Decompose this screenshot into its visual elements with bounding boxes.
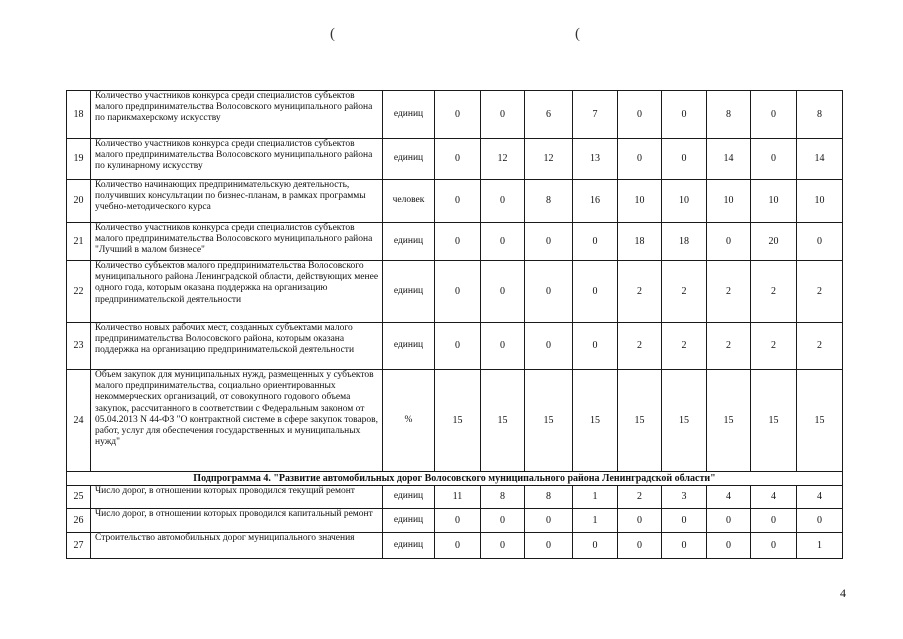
row-value-8: 0 [751, 139, 797, 180]
row-value-2: 0 [481, 261, 525, 323]
row-value-9: 8 [797, 91, 843, 139]
row-value-8: 0 [751, 509, 797, 533]
row-description: Количество участников конкурса среди специалистов субъектов малого предпринимательства Волосовского муниципального района "Лучший в малом бизнесе" [91, 223, 383, 261]
row-value-7: 15 [707, 370, 751, 472]
row-value-2: 0 [481, 323, 525, 370]
row-unit: единиц [383, 509, 435, 533]
row-value-9: 1 [797, 533, 843, 559]
row-value-8: 15 [751, 370, 797, 472]
row-value-7: 8 [707, 91, 751, 139]
row-value-6: 15 [662, 370, 707, 472]
row-number: 26 [67, 509, 91, 533]
row-value-4: 7 [573, 91, 618, 139]
row-value-5: 2 [618, 486, 662, 509]
row-value-4: 0 [573, 261, 618, 323]
row-value-6: 0 [662, 139, 707, 180]
table-row [67, 91, 843, 139]
row-value-5: 10 [618, 180, 662, 223]
subprogram-header-row [67, 472, 843, 486]
row-value-5: 0 [618, 509, 662, 533]
row-value-7: 10 [707, 180, 751, 223]
row-value-2: 0 [481, 509, 525, 533]
row-value-3: 8 [525, 180, 573, 223]
row-value-1: 0 [435, 261, 481, 323]
row-unit: единиц [383, 139, 435, 180]
row-value-1: 15 [435, 370, 481, 472]
row-value-6: 2 [662, 323, 707, 370]
row-value-6: 2 [662, 261, 707, 323]
table-section-a [67, 91, 843, 472]
row-value-7: 2 [707, 323, 751, 370]
table-row [67, 486, 843, 509]
row-value-5: 18 [618, 223, 662, 261]
row-value-4: 13 [573, 139, 618, 180]
row-value-6: 0 [662, 509, 707, 533]
row-unit: единиц [383, 323, 435, 370]
row-description: Количество новых рабочих мест, созданных субъектами малого предпринимательства Волосовского района, которым оказана поддержка на организацию предпринимательской деятельности [91, 323, 383, 370]
row-value-9: 0 [797, 223, 843, 261]
row-number: 23 [67, 323, 91, 370]
table-row [67, 370, 843, 472]
row-unit: единиц [383, 486, 435, 509]
row-description: Число дорог, в отношении которых проводился текущий ремонт [91, 486, 383, 509]
row-value-7: 0 [707, 509, 751, 533]
row-value-4: 0 [573, 323, 618, 370]
row-value-8: 0 [751, 91, 797, 139]
row-value-3: 12 [525, 139, 573, 180]
row-value-2: 0 [481, 223, 525, 261]
row-description: Количество начинающих предпринимательскую деятельность, получивших консультации по бизнес-планам, в рамках программы учебно-методического курса [91, 180, 383, 223]
row-value-8: 2 [751, 261, 797, 323]
table-row [67, 180, 843, 223]
page-number: 4 [840, 586, 846, 600]
row-value-4: 1 [573, 486, 618, 509]
row-value-1: 0 [435, 139, 481, 180]
margin-mark-right: ( [575, 26, 580, 42]
row-value-8: 20 [751, 223, 797, 261]
row-description: Количество участников конкурса среди специалистов субъектов малого предпринимательства Волосовского муниципального района по кулинарному искусству [91, 139, 383, 180]
row-value-8: 2 [751, 323, 797, 370]
margin-mark-left: ( [330, 26, 335, 42]
row-value-2: 0 [481, 533, 525, 559]
row-unit: человек [383, 180, 435, 223]
row-value-3: 0 [525, 261, 573, 323]
row-value-5: 0 [618, 533, 662, 559]
table-row [67, 509, 843, 533]
row-unit: % [383, 370, 435, 472]
indicators-table [66, 90, 843, 559]
row-value-1: 11 [435, 486, 481, 509]
row-value-4: 0 [573, 533, 618, 559]
row-number: 25 [67, 486, 91, 509]
row-value-3: 0 [525, 323, 573, 370]
row-value-8: 0 [751, 533, 797, 559]
subprogram-section [67, 472, 843, 486]
row-unit: единиц [383, 91, 435, 139]
row-description: Число дорог, в отношении которых проводился капитальный ремонт [91, 509, 383, 533]
row-value-5: 2 [618, 323, 662, 370]
row-description: Строительство автомобильных дорог муниципального значения [91, 533, 383, 559]
table-row [67, 323, 843, 370]
row-value-4: 1 [573, 509, 618, 533]
row-value-2: 12 [481, 139, 525, 180]
row-value-3: 0 [525, 509, 573, 533]
table-row [67, 223, 843, 261]
row-value-1: 0 [435, 180, 481, 223]
row-value-2: 0 [481, 91, 525, 139]
row-value-9: 4 [797, 486, 843, 509]
table-row [67, 139, 843, 180]
row-value-5: 0 [618, 139, 662, 180]
row-value-9: 2 [797, 323, 843, 370]
row-value-2: 0 [481, 180, 525, 223]
row-value-7: 4 [707, 486, 751, 509]
row-value-1: 0 [435, 323, 481, 370]
row-number: 18 [67, 91, 91, 139]
table-row [67, 261, 843, 323]
row-description: Количество участников конкурса среди специалистов субъектов малого предпринимательства Волосовского муниципального района по парикмахерскому искусству [91, 91, 383, 139]
row-value-8: 4 [751, 486, 797, 509]
row-value-3: 8 [525, 486, 573, 509]
row-value-9: 14 [797, 139, 843, 180]
row-unit: единиц [383, 223, 435, 261]
row-value-7: 0 [707, 223, 751, 261]
row-number: 24 [67, 370, 91, 472]
row-value-3: 0 [525, 223, 573, 261]
row-value-7: 0 [707, 533, 751, 559]
row-unit: единиц [383, 533, 435, 559]
row-value-9: 2 [797, 261, 843, 323]
row-value-9: 0 [797, 509, 843, 533]
table-row [67, 533, 843, 559]
row-value-2: 15 [481, 370, 525, 472]
row-value-1: 0 [435, 223, 481, 261]
row-number: 20 [67, 180, 91, 223]
row-value-6: 0 [662, 91, 707, 139]
row-value-9: 10 [797, 180, 843, 223]
row-value-4: 16 [573, 180, 618, 223]
row-number: 22 [67, 261, 91, 323]
row-value-5: 2 [618, 261, 662, 323]
row-value-6: 10 [662, 180, 707, 223]
row-value-2: 8 [481, 486, 525, 509]
row-value-3: 0 [525, 533, 573, 559]
row-number: 21 [67, 223, 91, 261]
row-value-4: 0 [573, 223, 618, 261]
row-number: 27 [67, 533, 91, 559]
row-value-1: 0 [435, 509, 481, 533]
row-value-8: 10 [751, 180, 797, 223]
row-number: 19 [67, 139, 91, 180]
row-value-7: 2 [707, 261, 751, 323]
row-value-6: 3 [662, 486, 707, 509]
row-value-1: 0 [435, 533, 481, 559]
subprogram-title: Подпрограмма 4. "Развитие автомобильных дорог Волосовского муниципального района Ленинградской области" [67, 472, 843, 486]
row-description: Объем закупок для муниципальных нужд, размещенных у субъектов малого предпринимательства, социально ориентированных некоммерческих организаций, от совокупного годового объема закупок, рассчитанного в соответствии с Федеральным законом от 05.04.2013 N 44-ФЗ "О контрактной системе в сфере закупок товаров, работ, услуг для обеспечения государственных и муниципальных нужд" [91, 370, 383, 472]
row-value-7: 14 [707, 139, 751, 180]
row-description: Количество субъектов малого предпринимательства Волосовского муниципального района Ленинградской области, действующих менее одного года, которым оказана поддержка на организацию предпринимательской деятельности [91, 261, 383, 323]
row-value-5: 15 [618, 370, 662, 472]
row-value-3: 6 [525, 91, 573, 139]
row-value-6: 18 [662, 223, 707, 261]
row-value-4: 15 [573, 370, 618, 472]
row-value-9: 15 [797, 370, 843, 472]
row-value-6: 0 [662, 533, 707, 559]
row-value-1: 0 [435, 91, 481, 139]
row-value-5: 0 [618, 91, 662, 139]
row-unit: единиц [383, 261, 435, 323]
row-value-3: 15 [525, 370, 573, 472]
table-section-b [67, 486, 843, 559]
